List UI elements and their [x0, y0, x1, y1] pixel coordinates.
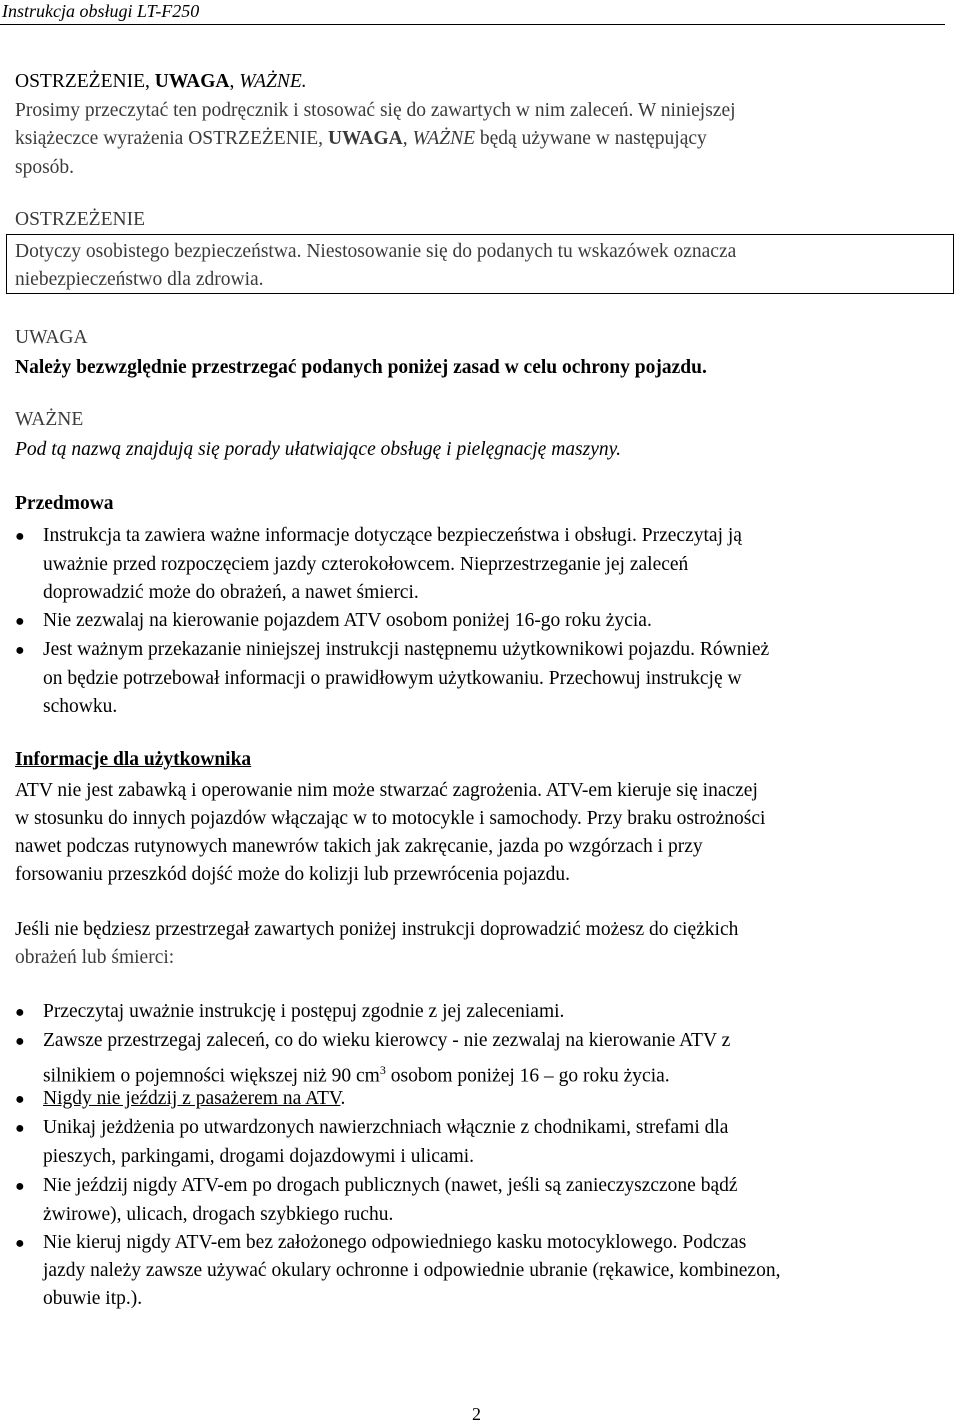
intro-line-3: sposób. [15, 157, 75, 178]
warning-title: OSTRZEŻENIE [15, 209, 145, 230]
intro-heading-warning: OSTRZEŻENIE, [15, 71, 155, 92]
user-info-line-1: ATV nie jest zabawką i operowanie nim może stwarzać zagrożenia. ATV-em kieruje się inaczej [15, 780, 758, 801]
user-info-line-4: forsowaniu przeszkód dojść może do kolizji lub przewrócenia pojazdu. [15, 864, 571, 885]
bullet-icon: ● [15, 1033, 25, 1050]
important-text: Pod tą nazwą znajdują się porady ułatwiające obsługę i pielęgnację maszyny. [15, 439, 622, 460]
foreword-title: Przedmowa [15, 493, 114, 514]
consequence-line-2: obrażeń lub śmierci: [15, 947, 175, 968]
rule-3-end: . [340, 1088, 346, 1109]
bullet-icon: ● [15, 1120, 25, 1137]
page-number: 2 [472, 1404, 481, 1424]
foreword-item-1-line-3: doprowadzić może do obrażeń, a nawet śmierci. [43, 582, 419, 603]
user-info-line-2: w stosunku do innych pojazdów włączając w to motocykle i samochody. Przy braku ostrożności [15, 808, 766, 829]
rule-1: Przeczytaj uważnie instrukcję i postępuj zgodnie z jej zaleceniami. [43, 1001, 565, 1022]
rule-4-line-2: pieszych, parkingami, drogami dojazdowymi i ulicami. [43, 1146, 475, 1167]
foreword-item-3-line-3: schowku. [43, 696, 118, 717]
intro-line-2-caution: UWAGA [327, 128, 403, 149]
bullet-icon: ● [15, 642, 25, 659]
bullet-icon: ● [15, 613, 25, 630]
bullet-icon: ● [15, 1235, 25, 1252]
rule-2-text-end: osobom poniżej 16 – go roku życia. [385, 1065, 670, 1087]
rule-2-superscript: 3 [379, 1063, 386, 1077]
user-info-title: Informacje dla użytkownika [15, 749, 252, 770]
rule-3-text: Nigdy nie jeździj z pasażerem na ATV [43, 1088, 341, 1109]
consequence-line-1: Jeśli nie będziesz przestrzegał zawartych poniżej instrukcji doprowadzić możesz do ciężkich [15, 919, 739, 940]
caution-title: UWAGA [15, 327, 88, 348]
rule-6-line-2: jazdy należy zawsze używać okulary ochronne i odpowiednie ubranie (rękawice, kombinezon, [43, 1260, 781, 1281]
rule-2-text: silnikiem o pojemności większej niż 90 cm [43, 1065, 380, 1087]
rule-6-line-3: obuwie itp.). [43, 1288, 143, 1309]
rule-4-line-1: Unikaj jeżdżenia po utwardzonych nawierzchniach włącznie z chodnikami, strefami dla [43, 1117, 729, 1138]
intro-line-2 [15, 125, 944, 153]
page-header [0, 0, 945, 25]
intro-line-2-important: WAŻNE [412, 128, 476, 149]
intro-heading [15, 68, 944, 96]
warning-line-1: Dotyczy osobistego bezpieczeństwa. Niestosowanie się do podanych tu wskazówek oznacza [15, 241, 737, 262]
warning-line-2: niebezpieczeństwo dla zdrowia. [15, 269, 264, 290]
rule-5-line-1: Nie jeździj nigdy ATV-em po drogach publicznych (nawet, jeśli są zanieczyszczone bądź [43, 1175, 738, 1196]
intro-heading-important: WAŻNE. [239, 71, 307, 92]
bullet-icon: ● [15, 1178, 25, 1195]
intro-heading-caution: UWAGA [154, 71, 230, 92]
foreword-item-1-line-2: uważnie przed rozpoczęciem jazdy czterokołowcem. Nieprzestrzeganie jej zaleceń [43, 554, 689, 575]
caution-text: Należy bezwzględnie przestrzegać podanych poniżej zasad w celu ochrony pojazdu. [15, 357, 707, 378]
user-info-line-3: nawet podczas rutynowych manewrów takich jak zakręcanie, jazda po wzgórzach i przy [15, 836, 703, 857]
intro-line-2-e: będą używane w następujący [475, 128, 707, 149]
important-title: WAŻNE [15, 409, 84, 430]
rule-3 [43, 1085, 944, 1114]
intro-line-1: Prosimy przeczytać ten podręcznik i stosować się do zawartych w nim zaleceń. W niniejszej [15, 100, 736, 121]
bullet-icon: ● [15, 1091, 25, 1108]
intro-line-2-sep: , [402, 128, 413, 149]
foreword-item-3-line-2: on będzie potrzebował informacji o prawidłowym użytkowaniu. Przechowuj instrukcję w [43, 668, 742, 689]
foreword-item-2-line-1: Nie zezwalaj na kierowanie pojazdem ATV osobom poniżej 16-go roku życia. [43, 610, 652, 631]
header-title: Instrukcja obsługi LT-F250 [2, 1, 200, 21]
rule-2-line-1: Zawsze przestrzegaj zaleceń, co do wieku kierowcy - nie zezwalaj na kierowanie ATV z [43, 1030, 731, 1051]
intro-line-2-a: książeczce wyrażenia OSTRZEŻENIE, [15, 128, 328, 149]
rule-6-line-1: Nie kieruj nigdy ATV-em bez założonego odpowiedniego kasku motocyklowego. Podczas [43, 1232, 747, 1253]
foreword-item-1-line-1: Instrukcja ta zawiera ważne informacje dotyczące bezpieczeństwa i obsługi. Przeczytaj ją [43, 525, 742, 546]
foreword-item-3-line-1: Jest ważnym przekazanie niniejszej instrukcji następnemu użytkownikowi pojazdu. Również [43, 639, 770, 660]
bullet-icon: ● [15, 528, 25, 545]
bullet-icon: ● [15, 1004, 25, 1021]
intro-heading-sep: , [229, 71, 240, 92]
rule-5-line-2: żwirowe), ulicach, drogach szybkiego ruchu. [43, 1204, 394, 1225]
